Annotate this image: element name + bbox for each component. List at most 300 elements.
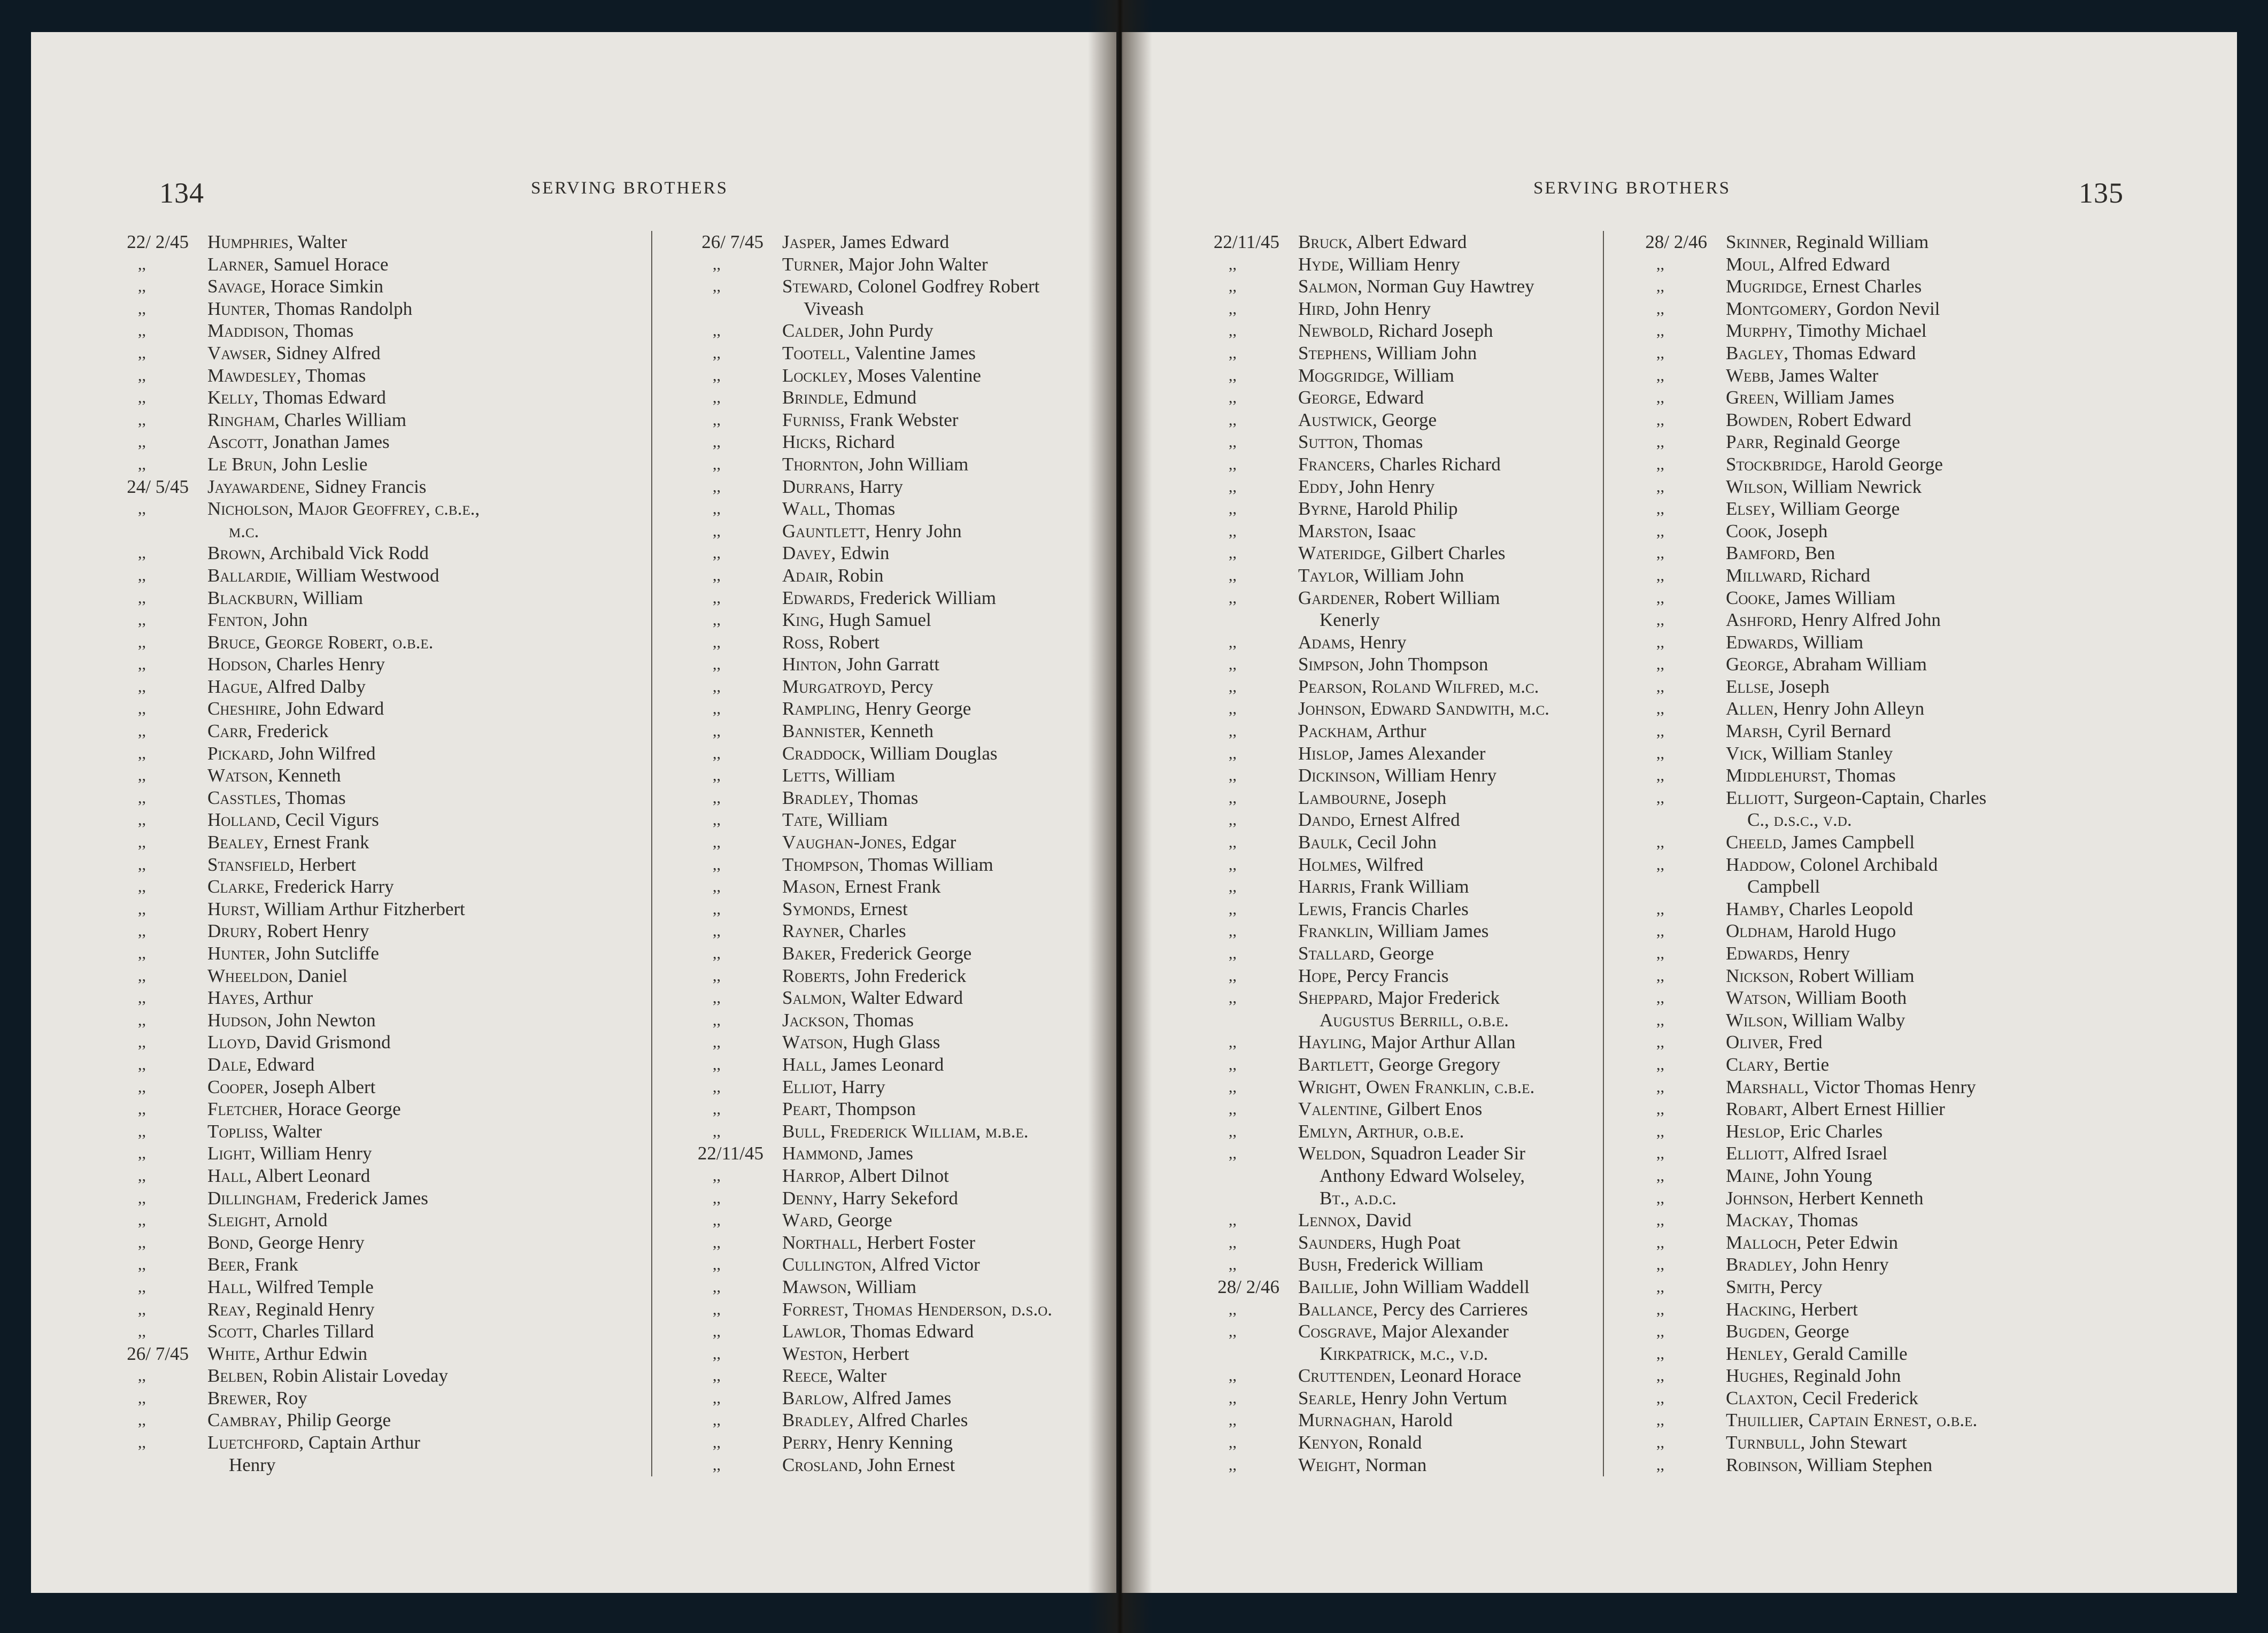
entry-name xyxy=(1298,1253,1483,1276)
entry-forenames: , Alfred Charles xyxy=(848,1410,968,1431)
running-head-right: SERVING BROTHERS xyxy=(1533,179,1731,198)
entry-surname: Belben xyxy=(207,1365,263,1387)
entry-forenames: , Hugh Poat xyxy=(1371,1232,1461,1253)
entry-forenames: , Major Frederick xyxy=(1368,987,1500,1009)
entry-surname: Baillie xyxy=(1298,1276,1354,1297)
entry-name xyxy=(1726,764,1896,787)
entry-name xyxy=(782,698,971,720)
entry-date: ,, xyxy=(713,811,721,829)
entry-forenames: , Peter Edwin xyxy=(1796,1232,1899,1253)
entry-date: ,, xyxy=(713,477,721,496)
entry-surname: Wilson xyxy=(1726,1009,1783,1031)
entry-date: ,, xyxy=(138,788,146,807)
entry-forenames: , William xyxy=(818,809,888,831)
entry-surname: Edwards xyxy=(782,587,850,608)
entry-date: ,, xyxy=(138,989,146,1007)
entry-date: ,, xyxy=(1656,1367,1664,1385)
entry-surname: Pearson xyxy=(1298,676,1362,697)
entry-forenames: , Reginald George xyxy=(1763,431,1900,453)
entry-forenames: , Kenneth xyxy=(860,721,934,742)
entry-forenames: , William xyxy=(1793,631,1864,653)
entry-name xyxy=(782,453,968,476)
entry-surname: Hall xyxy=(207,1165,247,1186)
entry-name xyxy=(229,520,259,543)
entry-surname: Ballance xyxy=(1298,1298,1373,1320)
entry-surname: Hinton xyxy=(782,654,837,675)
entry-date: ,, xyxy=(1656,922,1664,940)
entry-name xyxy=(1298,1054,1500,1076)
entry-date: ,, xyxy=(1229,1322,1237,1341)
entry-forenames: , Alfred Dalby xyxy=(258,676,366,697)
entry-date: 22/11/45 xyxy=(697,1143,763,1164)
entry-name xyxy=(1726,587,1895,609)
entry-name xyxy=(1726,1431,1907,1454)
entry-forenames: , Edward xyxy=(246,1054,315,1075)
entry-date: ,, xyxy=(1656,366,1664,384)
entry-date: ,, xyxy=(713,1411,721,1429)
entry-name xyxy=(1298,920,1488,942)
entry-forenames: , William Stanley xyxy=(1762,742,1893,764)
entry-surname: Salmon xyxy=(782,987,842,1009)
entry-date: ,, xyxy=(1656,1233,1664,1251)
entry-date: 22/ 2/45 xyxy=(127,231,189,252)
entry-date: ,, xyxy=(1229,1367,1237,1385)
entry-forenames: , Sidney Alfred xyxy=(266,342,381,363)
entry-date: ,, xyxy=(1656,855,1664,873)
entry-date: ,, xyxy=(713,878,721,896)
entry-date: ,, xyxy=(138,544,146,562)
entry-name xyxy=(207,386,386,409)
entry-name xyxy=(782,342,976,365)
entry-forenames: , Norman xyxy=(1356,1454,1427,1475)
entry-date: ,, xyxy=(1656,1055,1664,1073)
entry-surname: King xyxy=(782,609,820,631)
entry-surname: Lawlor xyxy=(782,1321,842,1342)
entry-surname: Furniss xyxy=(782,409,840,430)
entry-date: ,, xyxy=(1656,1211,1664,1229)
entry-forenames: , Richard Joseph xyxy=(1369,320,1493,342)
entry-date: ,, xyxy=(1656,1411,1664,1429)
entry-surname: Wilson xyxy=(1726,476,1783,497)
entry-surname: Hird xyxy=(1298,298,1335,319)
entry-name xyxy=(782,1387,951,1410)
entry-name xyxy=(1298,742,1485,765)
entry-forenames: , Alfred Victor xyxy=(871,1254,980,1275)
entry-surname: Turnbull xyxy=(1726,1432,1801,1453)
entry-surname: Allen xyxy=(1726,698,1774,719)
entry-forenames: , George Henry xyxy=(249,1232,365,1253)
entry-surname: Jayawardene xyxy=(207,476,305,497)
entry-name xyxy=(1726,609,1941,631)
entry-date: ,, xyxy=(1229,989,1237,1007)
entry-date: ,, xyxy=(138,500,146,518)
entry-surname: Montgomery xyxy=(1726,298,1827,319)
entry-surname: Hughes xyxy=(1726,1365,1784,1387)
entry-surname: Cook xyxy=(1726,520,1768,541)
entry-name xyxy=(1298,698,1549,720)
book-gutter xyxy=(1088,0,1152,1633)
entry-name xyxy=(782,542,889,564)
entry-name xyxy=(782,1343,909,1365)
entry-name xyxy=(207,1276,374,1298)
entry-name xyxy=(1298,476,1434,498)
entry-name xyxy=(1726,498,1900,520)
entry-forenames: , Sidney Francis xyxy=(305,476,427,497)
entry-surname: Robart xyxy=(1726,1098,1783,1120)
entry-name xyxy=(207,253,388,276)
entry-forenames: , William Newrick xyxy=(1783,476,1922,497)
entry-date: ,, xyxy=(713,1033,721,1051)
entry-forenames: , Henry John Alleyn xyxy=(1773,698,1925,719)
entry-name xyxy=(782,965,966,987)
entry-name xyxy=(804,298,864,320)
entry-date: ,, xyxy=(713,833,721,852)
entry-forenames: , Cecil Vigurs xyxy=(276,809,379,831)
entry-name xyxy=(782,631,880,654)
entry-surname: Stallard xyxy=(1298,943,1370,964)
entry-surname: Edwards xyxy=(1726,631,1794,653)
entry-date: ,, xyxy=(713,455,721,473)
entry-date: ,, xyxy=(1656,277,1664,296)
entry-forenames: , Albert Dilnot xyxy=(840,1165,949,1186)
entry-forenames: , Thomas William xyxy=(859,854,993,875)
entry-surname: Claxton xyxy=(1726,1387,1793,1408)
entry-name xyxy=(207,1387,307,1410)
entry-date: ,, xyxy=(138,389,146,407)
entry-surname: Mason xyxy=(782,876,836,897)
entry-surname: Franklin xyxy=(1298,920,1369,942)
entry-date: ,, xyxy=(1656,945,1664,962)
entry-name xyxy=(207,1120,322,1143)
entry-date: ,, xyxy=(713,1278,721,1296)
entry-forenames: , Charles Richard xyxy=(1370,453,1501,475)
entry-name xyxy=(1298,1365,1521,1387)
entry-name xyxy=(1726,854,1938,876)
entry-date: ,, xyxy=(138,767,146,785)
entry-date: ,, xyxy=(1656,344,1664,362)
entry-name xyxy=(207,1054,314,1076)
entry-name xyxy=(1726,231,1928,253)
entry-forenames: , Henry Alfred John xyxy=(1792,609,1941,631)
entry-surname: Hodson xyxy=(207,654,267,675)
entry-date: ,, xyxy=(713,788,721,807)
entry-surname: Webb xyxy=(1726,365,1770,386)
entry-date: ,, xyxy=(138,722,146,740)
entry-surname: Forrest xyxy=(782,1298,844,1320)
entry-name xyxy=(1726,1031,1823,1054)
entry-surname: Roberts xyxy=(782,965,845,986)
entry-surname: Vick xyxy=(1726,742,1763,764)
entry-forenames: , John Young xyxy=(1774,1165,1872,1186)
entry-date: ,, xyxy=(713,389,721,407)
entry-forenames: , William James xyxy=(1774,387,1894,408)
entry-name xyxy=(1298,409,1437,431)
entry-forenames: , Wilfred xyxy=(1357,854,1424,875)
entry-date: ,, xyxy=(138,833,146,852)
entry-date: ,, xyxy=(1229,1300,1237,1318)
entry-surname: Denny xyxy=(782,1187,833,1209)
entry-date: ,, xyxy=(1229,878,1237,896)
entry-name xyxy=(1298,453,1501,476)
entry-surname: Malloch xyxy=(1726,1232,1797,1253)
entry-forenames: , Frederick Harry xyxy=(264,876,394,897)
entry-surname: Dillingham xyxy=(207,1187,297,1209)
entry-date: ,, xyxy=(1229,433,1237,451)
entry-date: ,, xyxy=(1656,833,1664,852)
entry-name xyxy=(1298,431,1423,453)
entry-date: ,, xyxy=(1229,1256,1237,1274)
entry-surname: Le Brun xyxy=(207,453,273,475)
entry-forenames: , Edgar xyxy=(902,832,956,853)
entry-forenames: , James Edward xyxy=(831,231,950,252)
entry-surname: Cheeld xyxy=(1726,832,1783,853)
entry-forenames: , Major Arthur Allan xyxy=(1361,1032,1516,1053)
entry-name xyxy=(1726,1209,1858,1232)
entry-date: ,, xyxy=(713,945,721,962)
entry-surname: Kelly xyxy=(207,387,254,408)
entry-surname: Moul xyxy=(1726,253,1770,275)
entry-date: ,, xyxy=(1656,677,1664,695)
entry-forenames: , Kenneth xyxy=(268,765,341,786)
entry-surname: Calder xyxy=(782,320,839,342)
entry-surname: Bugden xyxy=(1726,1321,1785,1342)
entry-name xyxy=(1298,253,1460,276)
entry-name xyxy=(207,1098,401,1120)
entry-forenames: , Thomas Henderson, d.s.o. xyxy=(844,1298,1052,1320)
entry-forenames: C., d.s.c., v.d. xyxy=(1747,809,1852,831)
entry-name xyxy=(782,1431,953,1454)
entry-forenames: , Harold Hugo xyxy=(1788,920,1896,942)
entry-date: ,, xyxy=(1656,1122,1664,1140)
entry-forenames: , Richard xyxy=(826,431,895,453)
entry-forenames: , Major John Walter xyxy=(839,253,988,275)
entry-name xyxy=(1726,676,1830,698)
entry-name xyxy=(207,1365,448,1387)
entry-date: ,, xyxy=(138,1233,146,1251)
entry-date: ,, xyxy=(713,411,721,429)
entry-date: ,, xyxy=(1229,1211,1237,1229)
entry-surname: Mawson xyxy=(782,1276,847,1297)
entry-date: ,, xyxy=(1229,344,1237,362)
entry-forenames: , Ernest Frank xyxy=(264,832,369,853)
entry-surname: Haddow xyxy=(1726,854,1791,875)
entry-name xyxy=(782,1232,975,1254)
entry-date: ,, xyxy=(138,611,146,629)
entry-name xyxy=(207,231,347,253)
entry-name xyxy=(1298,676,1539,698)
entry-forenames: , Owen Franklin, c.b.e. xyxy=(1356,1076,1535,1097)
entry-name xyxy=(207,720,328,742)
entry-name xyxy=(1298,365,1454,387)
entry-surname: Holland xyxy=(207,809,276,831)
entry-surname: Bull xyxy=(782,1120,821,1142)
entry-surname: Maddison xyxy=(207,320,284,342)
entry-date: ,, xyxy=(713,1367,721,1385)
entry-forenames: , Colonel Archibald xyxy=(1791,854,1938,875)
entry-name xyxy=(207,1209,327,1232)
entry-date: ,, xyxy=(1229,299,1237,318)
entry-name xyxy=(207,476,426,498)
entry-date: ,, xyxy=(138,878,146,896)
entry-forenames: , William Henry xyxy=(251,1143,372,1164)
entry-name xyxy=(229,1454,275,1476)
entry-name xyxy=(207,1431,420,1454)
entry-surname: Northall xyxy=(782,1232,858,1253)
entry-name xyxy=(207,764,341,787)
entry-date: ,, xyxy=(1656,900,1664,918)
entry-surname: Cruttenden xyxy=(1298,1365,1391,1387)
entry-name xyxy=(1298,498,1457,520)
entry-forenames: , Henry Kenning xyxy=(827,1432,953,1453)
entry-name xyxy=(782,1209,892,1232)
entry-date: ,, xyxy=(138,1189,146,1207)
entry-name xyxy=(207,609,307,631)
entry-surname: Jasper xyxy=(782,231,831,252)
entry-date: ,, xyxy=(138,1055,146,1073)
entry-forenames: , Henry John xyxy=(865,520,962,541)
entry-name xyxy=(207,1009,376,1032)
entry-forenames: , Joseph xyxy=(1386,787,1447,808)
entry-forenames: , Frederick William, m.b.e. xyxy=(820,1120,1029,1142)
entry-name xyxy=(1298,1232,1461,1254)
entry-name xyxy=(1726,1187,1924,1210)
entry-date: ,, xyxy=(1656,1256,1664,1274)
entry-name xyxy=(1726,965,1915,987)
entry-surname: Bradley xyxy=(782,1410,849,1431)
entry-name xyxy=(207,1343,367,1365)
entry-name xyxy=(207,1253,298,1276)
entry-name xyxy=(1298,320,1493,342)
entry-surname: Nicholson xyxy=(207,498,289,520)
entry-date: 26/ 7/45 xyxy=(701,231,763,252)
entry-forenames: , Walter xyxy=(288,231,347,252)
entry-name xyxy=(1726,742,1893,765)
entry-surname: Austwick xyxy=(1298,409,1373,430)
entry-surname: Hall xyxy=(782,1054,822,1075)
entry-forenames: , Samuel Horace xyxy=(264,253,389,275)
entry-name xyxy=(782,1298,1052,1321)
entry-name xyxy=(1298,542,1506,564)
entry-name xyxy=(1320,609,1380,631)
entry-name xyxy=(207,342,381,365)
entry-forenames: , John Garratt xyxy=(837,654,940,675)
entry-forenames: , Thomas xyxy=(1788,1210,1858,1231)
entry-name xyxy=(1726,1387,1918,1410)
entry-date: ,, xyxy=(1656,633,1664,651)
entry-name xyxy=(782,587,996,609)
entry-date: ,, xyxy=(713,1166,721,1185)
entry-date: ,, xyxy=(138,255,146,273)
entry-name xyxy=(782,1409,968,1431)
entry-name xyxy=(782,409,958,431)
entry-name xyxy=(782,1098,916,1120)
entry-date: ,, xyxy=(713,1233,721,1251)
entry-name xyxy=(1726,987,1907,1009)
entry-date: ,, xyxy=(1656,1189,1664,1207)
entry-forenames: , James Walter xyxy=(1769,365,1879,386)
entry-forenames: , Robert xyxy=(819,631,880,653)
entry-forenames: , Ernest Frank xyxy=(835,876,941,897)
entry-name xyxy=(1726,476,1922,498)
entry-date: ,, xyxy=(138,1367,146,1385)
entry-forenames: , William xyxy=(826,765,896,786)
entry-name xyxy=(207,920,369,942)
entry-forenames: , Herbert Foster xyxy=(857,1232,976,1253)
entry-date: ,, xyxy=(138,299,146,318)
entry-name xyxy=(1298,987,1500,1009)
entry-date: ,, xyxy=(1229,1233,1237,1251)
entry-surname: Thuillier xyxy=(1726,1410,1799,1431)
entry-date: ,, xyxy=(1656,611,1664,629)
entry-date: ,, xyxy=(1229,722,1237,740)
entry-surname: Bowden xyxy=(1726,409,1788,430)
entry-name xyxy=(1298,809,1460,831)
entry-surname: Murphy xyxy=(1726,320,1788,342)
entry-date: ,, xyxy=(1229,655,1237,674)
entry-surname: Newbold xyxy=(1298,320,1369,342)
entry-date: ,, xyxy=(1656,1166,1664,1185)
entry-forenames: , Walter xyxy=(263,1120,322,1142)
entry-date: ,, xyxy=(138,966,146,985)
entry-date: ,, xyxy=(138,1100,146,1118)
entry-name xyxy=(1726,831,1915,854)
entry-date: ,, xyxy=(138,744,146,762)
entry-surname: Brown xyxy=(207,543,261,564)
entry-name xyxy=(1726,564,1870,587)
entry-surname: Clary xyxy=(1726,1054,1775,1075)
entry-surname: Holmes xyxy=(1298,854,1357,875)
entry-name xyxy=(1726,365,1878,387)
entry-surname: Robinson xyxy=(1726,1454,1798,1475)
entry-name xyxy=(1726,1232,1898,1254)
entry-date: ,, xyxy=(138,1322,146,1341)
entry-name xyxy=(1298,1098,1482,1120)
entry-date: 28/ 2/46 xyxy=(1645,231,1707,252)
entry-date: ,, xyxy=(138,1389,146,1407)
entry-forenames: , Thomas xyxy=(844,1009,914,1031)
entry-date: ,, xyxy=(713,544,721,562)
entry-name xyxy=(207,1076,375,1098)
entry-forenames: , Thomas xyxy=(296,365,366,386)
entry-date: ,, xyxy=(713,700,721,718)
entry-forenames: , John Newton xyxy=(267,1009,376,1031)
entry-surname: Rayner xyxy=(782,920,840,942)
entry-forenames: , Eric Charles xyxy=(1780,1120,1883,1142)
entry-forenames: Kirkpatrick, m.c., v.d. xyxy=(1320,1343,1488,1364)
entry-forenames: , William xyxy=(293,587,364,608)
entry-name xyxy=(782,498,895,520)
entry-forenames: , Thomas Edward xyxy=(1784,342,1916,363)
entry-date: ,, xyxy=(138,1211,146,1229)
entry-name xyxy=(1298,631,1407,654)
entry-forenames: , Robert Henry xyxy=(257,920,369,942)
entry-date: ,, xyxy=(1229,1389,1237,1407)
entry-forenames: , Henry George xyxy=(855,698,971,719)
entry-surname: Ross xyxy=(782,631,820,653)
entry-name xyxy=(782,920,906,942)
entry-name xyxy=(1298,587,1500,609)
entry-date: ,, xyxy=(713,255,721,273)
entry-name xyxy=(782,1454,955,1476)
entry-forenames: , Archibald Vick Rodd xyxy=(260,543,429,564)
entry-forenames: , Thomas Edward xyxy=(253,387,386,408)
entry-surname: Nickson xyxy=(1726,965,1789,986)
entry-surname: Murgatroyd xyxy=(782,676,882,697)
entry-forenames: , Charles Henry xyxy=(267,654,385,675)
entry-surname: Packham xyxy=(1298,721,1368,742)
entry-surname: Bruce xyxy=(207,631,256,653)
entry-date: ,, xyxy=(138,855,146,873)
